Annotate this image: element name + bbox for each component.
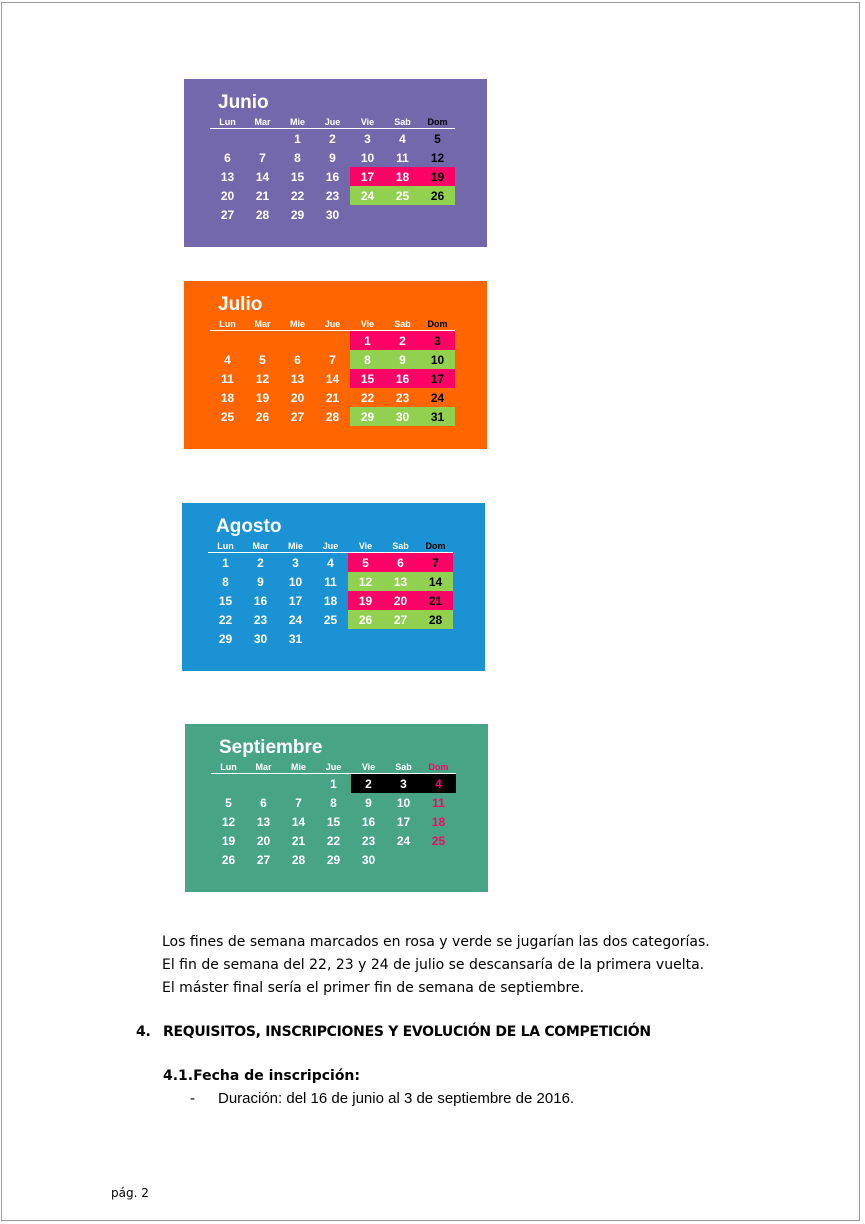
calendar-day: 18 (431, 814, 446, 829)
calendar-day: 22 (326, 833, 341, 848)
calendar-day: 29 (218, 631, 233, 646)
calendar-day: 17 (396, 814, 411, 829)
calendar-day: 10 (288, 574, 303, 589)
calendar-day: 22 (360, 390, 375, 405)
calendar-day (418, 629, 453, 648)
calendar-day: 5 (225, 795, 232, 810)
calendar-day: 9 (329, 150, 336, 165)
calendar-day (210, 129, 245, 149)
calendar-day: 2 (257, 555, 264, 570)
calendar-day: 5 (434, 131, 441, 146)
calendar-day: 18 (220, 390, 235, 405)
calendar-day: 19 (255, 390, 270, 405)
calendar-day (281, 774, 316, 794)
calendar-julio (184, 281, 487, 449)
weekday-header: Vie (350, 115, 385, 129)
calendar-month-title: Junio (218, 92, 269, 113)
weekday-header: Lun (210, 317, 245, 331)
weekday-header: Sab (386, 760, 421, 774)
subsection-number: 4.1. (163, 1068, 194, 1084)
calendar-day: 6 (260, 795, 267, 810)
calendar-day: 21 (255, 188, 270, 203)
calendar-grid (208, 539, 453, 648)
calendar-day: 6 (224, 150, 231, 165)
calendar-day: 12 (221, 814, 236, 829)
calendar-day: 18 (385, 167, 420, 186)
weekday-header: Jue (316, 760, 351, 774)
calendar-day: 19 (348, 591, 383, 610)
subsection-title: Fecha de inscripción: (193, 1068, 360, 1084)
calendar-day: 10 (360, 150, 375, 165)
calendar-day: 28 (325, 409, 340, 424)
calendar-day: 4 (327, 555, 334, 570)
weekday-header: Lun (208, 539, 243, 553)
bullet-text: Duración: del 16 de junio al 3 de septiembre de 2016. (218, 1090, 575, 1107)
calendar-day: 11 (432, 795, 445, 810)
weekday-header: Mar (243, 539, 278, 553)
calendar-day (246, 774, 281, 794)
calendar-day: 26 (420, 186, 455, 205)
calendar-day: 23 (325, 188, 340, 203)
calendar-day (210, 331, 245, 351)
calendar-day: 28 (255, 207, 270, 222)
bullet-item (190, 1090, 574, 1107)
calendar-day: 27 (290, 409, 305, 424)
weekday-header: Lun (210, 115, 245, 129)
calendar-day: 30 (361, 852, 376, 867)
calendar-day: 6 (383, 553, 418, 573)
calendar-day: 22 (290, 188, 305, 203)
calendar-day: 31 (288, 631, 303, 646)
calendar-day: 17 (420, 369, 455, 388)
calendar-day: 11 (221, 371, 234, 386)
calendar-septiembre (185, 724, 488, 892)
calendar-day: 20 (256, 833, 271, 848)
calendar-day (211, 774, 246, 794)
calendar-day: 19 (221, 833, 236, 848)
calendar-day: 8 (330, 795, 337, 810)
calendar-day: 30 (325, 207, 340, 222)
calendar-day: 15 (326, 814, 341, 829)
calendar-day: 13 (220, 169, 235, 184)
calendar-day: 29 (290, 207, 305, 222)
calendar-day: 26 (255, 409, 270, 424)
calendar-day: 14 (291, 814, 306, 829)
calendar-day: 18 (323, 593, 338, 608)
calendar-day: 13 (290, 371, 305, 386)
subsection-heading (163, 1068, 360, 1084)
weekday-header: Dom (418, 539, 453, 553)
calendar-grid (211, 760, 456, 869)
calendar-day: 9 (257, 574, 264, 589)
calendar-day: 27 (256, 852, 271, 867)
calendar-day: 25 (385, 186, 420, 205)
calendar-day (385, 205, 420, 224)
calendar-day: 29 (326, 852, 341, 867)
section-number: 4. (136, 1024, 151, 1040)
calendar-day: 12 (430, 150, 445, 165)
calendar-day: 2 (385, 331, 420, 351)
calendar-agosto (182, 503, 485, 671)
calendar-day: 9 (385, 350, 420, 369)
calendar-month-title: Julio (218, 294, 263, 315)
calendar-day: 20 (220, 188, 235, 203)
calendar-day: 1 (350, 331, 385, 351)
calendar-day: 12 (255, 371, 270, 386)
calendar-day: 16 (361, 814, 376, 829)
weekday-header: Mie (280, 317, 315, 331)
calendar-day: 14 (418, 572, 453, 591)
calendar-day: 4 (224, 352, 231, 367)
calendar-day (386, 850, 421, 869)
calendar-day: 24 (430, 390, 445, 405)
calendar-day: 26 (221, 852, 236, 867)
calendar-day: 2 (329, 131, 336, 146)
calendar-day: 24 (396, 833, 411, 848)
calendar-day: 17 (350, 167, 385, 186)
weekday-header: Mar (245, 115, 280, 129)
calendar-day: 15 (218, 593, 233, 608)
weekday-header: Vie (351, 760, 386, 774)
weekday-header: Mar (246, 760, 281, 774)
calendar-day: 21 (325, 390, 340, 405)
weekday-header: Sab (383, 539, 418, 553)
calendar-day: 23 (395, 390, 410, 405)
calendar-day: 13 (256, 814, 271, 829)
calendar-day: 16 (325, 169, 340, 184)
weekday-header: Lun (211, 760, 246, 774)
weekday-header: Jue (315, 317, 350, 331)
weekday-header: Dom (420, 115, 455, 129)
calendar-day: 7 (418, 553, 453, 573)
calendar-day: 8 (294, 150, 301, 165)
calendar-day: 5 (259, 352, 266, 367)
calendar-day (383, 629, 418, 648)
paragraph: Los fines de semana marcados en rosa y verde se jugarían las dos categorías. (162, 934, 710, 950)
calendar-day: 3 (420, 331, 455, 351)
page-number: pág. 2 (111, 1186, 149, 1200)
calendar-grid (210, 115, 455, 224)
weekday-header: Sab (385, 317, 420, 331)
calendar-day (421, 850, 456, 869)
calendar-day: 20 (290, 390, 305, 405)
weekday-header: Jue (315, 115, 350, 129)
calendar-day (280, 331, 315, 351)
calendar-day: 25 (220, 409, 235, 424)
calendar-day (315, 331, 350, 351)
weekday-header: Mie (280, 115, 315, 129)
calendar-day: 21 (291, 833, 306, 848)
weekday-header: Sab (385, 115, 420, 129)
calendar-day: 16 (253, 593, 268, 608)
calendar-day: 21 (418, 591, 453, 610)
calendar-day: 7 (295, 795, 302, 810)
weekday-header: Vie (348, 539, 383, 553)
calendar-junio (184, 79, 487, 247)
calendar-day: 5 (348, 553, 383, 573)
weekday-header: Dom (421, 760, 456, 774)
calendar-day: 20 (383, 591, 418, 610)
calendar-month-title: Septiembre (219, 737, 323, 758)
weekday-header: Dom (420, 317, 455, 331)
calendar-day: 24 (288, 612, 303, 627)
calendar-day (313, 629, 348, 648)
calendar-day: 11 (396, 150, 409, 165)
calendar-day: 15 (350, 369, 385, 388)
calendar-day: 28 (291, 852, 306, 867)
calendar-day: 9 (365, 795, 372, 810)
calendar-day: 23 (253, 612, 268, 627)
calendar-day: 19 (420, 167, 455, 186)
section-heading (136, 1024, 651, 1040)
calendar-day: 7 (329, 352, 336, 367)
bullet-dash: - (190, 1090, 195, 1107)
calendar-day (245, 331, 280, 351)
weekday-header: Mie (281, 760, 316, 774)
weekday-header: Mie (278, 539, 313, 553)
weekday-header: Mar (245, 317, 280, 331)
calendar-day: 7 (259, 150, 266, 165)
calendar-day: 2 (351, 774, 386, 794)
calendar-day: 1 (294, 131, 301, 146)
calendar-day: 3 (292, 555, 299, 570)
paragraph: El máster final sería el primer fin de semana de septiembre. (162, 980, 585, 996)
calendar-day: 10 (420, 350, 455, 369)
calendar-month-title: Agosto (216, 516, 282, 537)
calendar-day: 17 (288, 593, 303, 608)
section-title: REQUISITOS, INSCRIPCIONES Y EVOLUCIÓN DE LA COMPETICIÓN (163, 1024, 651, 1040)
paragraph: El fin de semana del 22, 23 y 24 de julio se descansaría de la primera vuelta. (162, 957, 705, 973)
weekday-header: Vie (350, 317, 385, 331)
calendar-day: 4 (421, 774, 456, 794)
calendar-day: 27 (383, 610, 418, 629)
calendar-day (348, 629, 383, 648)
calendar-day: 14 (255, 169, 270, 184)
calendar-day: 31 (420, 407, 455, 426)
calendar-day: 14 (325, 371, 340, 386)
calendar-day: 29 (350, 407, 385, 426)
calendar-day: 3 (386, 774, 421, 794)
calendar-day: 28 (418, 610, 453, 629)
calendar-day: 13 (383, 572, 418, 591)
calendar-day: 25 (323, 612, 338, 627)
calendar-day: 10 (396, 795, 411, 810)
body-paragraphs (162, 931, 710, 1000)
calendar-day: 30 (385, 407, 420, 426)
calendar-day: 4 (399, 131, 406, 146)
calendar-day: 1 (222, 555, 229, 570)
calendar-day: 12 (348, 572, 383, 591)
calendar-day: 16 (385, 369, 420, 388)
calendar-day: 11 (324, 574, 337, 589)
calendar-day: 15 (290, 169, 305, 184)
calendar-day: 27 (220, 207, 235, 222)
calendar-day (350, 205, 385, 224)
calendar-day: 22 (218, 612, 233, 627)
calendar-day: 23 (361, 833, 376, 848)
calendar-day: 6 (294, 352, 301, 367)
weekday-header: Jue (313, 539, 348, 553)
calendar-day: 8 (350, 350, 385, 369)
calendar-day: 3 (364, 131, 371, 146)
calendar-grid (210, 317, 455, 426)
calendar-day: 1 (330, 776, 337, 791)
calendar-day: 24 (350, 186, 385, 205)
calendar-day: 25 (431, 833, 446, 848)
calendar-day: 26 (348, 610, 383, 629)
calendar-day (245, 129, 280, 149)
calendar-day: 30 (253, 631, 268, 646)
calendar-day (420, 205, 455, 224)
calendar-day: 8 (222, 574, 229, 589)
